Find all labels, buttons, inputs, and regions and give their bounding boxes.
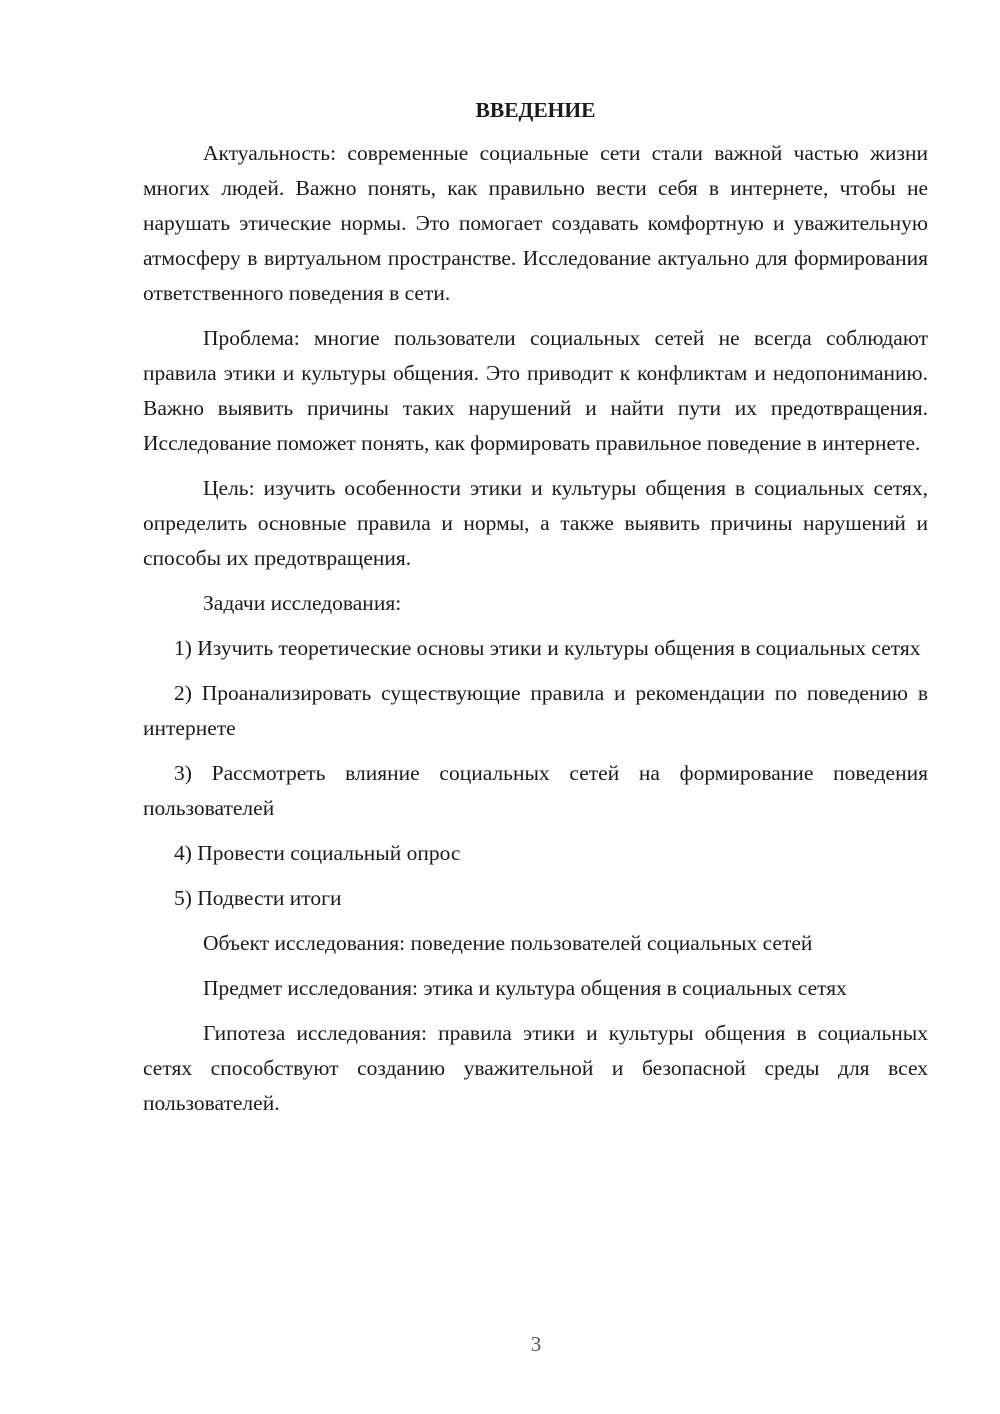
list-item: 2) Проанализировать существующие правила и рекомендации по поведению в интернете xyxy=(143,681,928,740)
list-item: 5) Подвести итоги xyxy=(174,886,342,910)
tasks-heading: Задачи исследования: xyxy=(203,591,402,615)
document-page xyxy=(143,90,928,1131)
paragraph-subject: Предмет исследования: этика и культура общения в социальных сетях xyxy=(203,976,847,1000)
paragraph-relevance: Актуальность: современные социальные сети стали важной частью жизни многих людей. Важно понять, как правильно вести себя в интернете, чтобы не нарушать этические нормы. Это помогает создавать комфортную и уважительную атмосферу в виртуальном пространстве. Исследование актуально для формирования ответственного поведения в сети. xyxy=(143,141,928,305)
paragraph-goal: Цель: изучить особенности этики и культуры общения в социальных сетях, определить основные правила и нормы, а также выявить причины нарушений и способы их предотвращения. xyxy=(143,476,928,570)
tasks-list xyxy=(143,631,928,916)
list-item: 4) Провести социальный опрос xyxy=(174,841,461,865)
paragraph-problem: Проблема: многие пользователи социальных сетей не всегда соблюдают правила этики и культуры общения. Это приводит к конфликтам и недопониманию. Важно выявить причины таких нарушений и найти пути их предотвращения. Исследование поможет понять, как формировать правильное поведение в интернете. xyxy=(143,326,928,455)
paragraph-hypothesis: Гипотеза исследования: правила этики и культуры общения в социальных сетях способствуют созданию уважительной и безопасной среды для всех пользователей. xyxy=(143,1021,928,1115)
section-title: ВВЕДЕНИЕ xyxy=(475,98,596,122)
list-item: 1) Изучить теоретические основы этики и культуры общения в социальных сетях xyxy=(174,636,921,660)
page-number: 3 xyxy=(530,1332,542,1356)
paragraph-object: Объект исследования: поведение пользователей социальных сетей xyxy=(203,931,813,955)
list-item: 3) Рассмотреть влияние социальных сетей на формирование поведения пользователей xyxy=(143,761,928,820)
